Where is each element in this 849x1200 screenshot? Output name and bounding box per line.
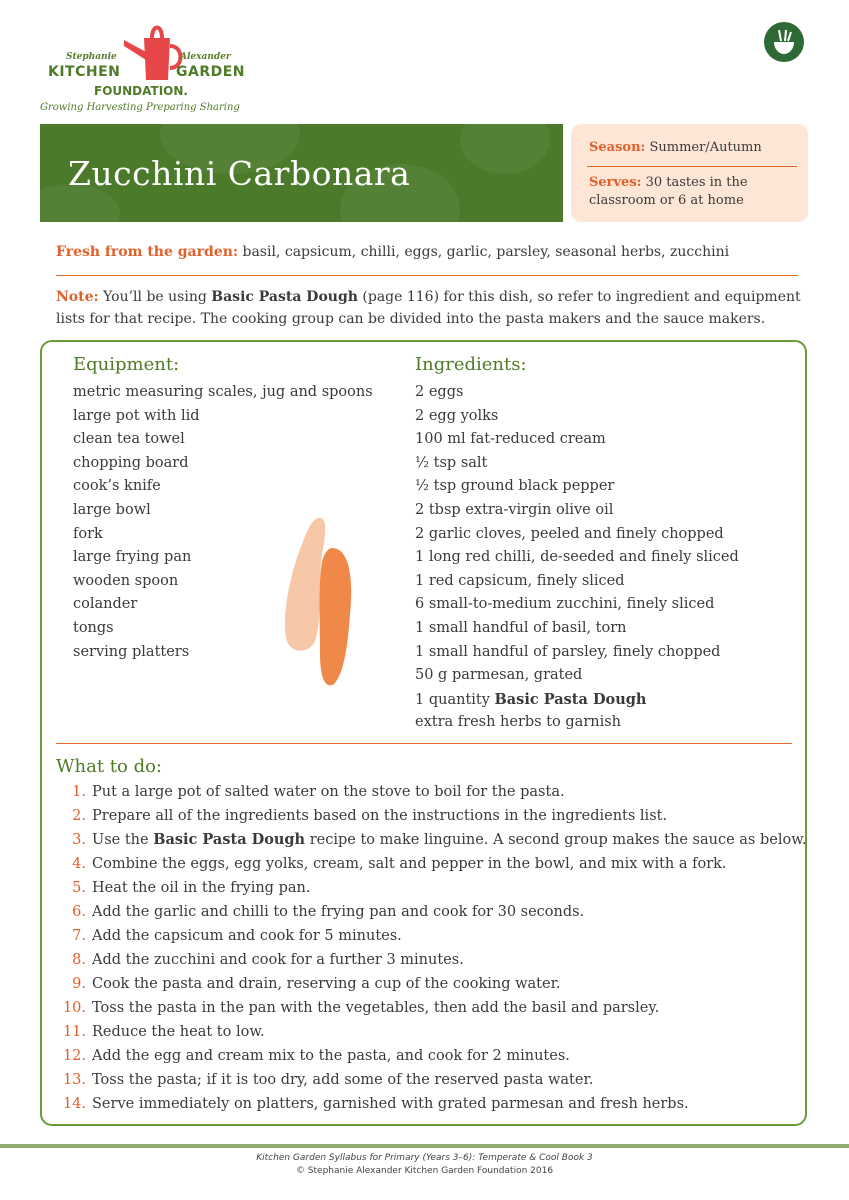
list-item: ½ tsp ground black pepper [415,478,615,495]
foundation-logo [40,18,260,118]
logo-text: FOUNDATION. [94,84,188,98]
step-item: 12. Add the egg and cream mix to the pasta, and cook for 2 minutes. [62,1048,570,1064]
list-item: 6 small-to-medium zucchini, finely sliced [415,596,715,613]
list-item: serving platters [73,643,190,660]
footer-rule [0,1144,849,1148]
zucchini-illustration [280,514,360,690]
logo-tagline: Growing Harvesting Preparing Sharing [40,102,240,113]
list-item: tongs [73,619,114,636]
list-item: 2 eggs [415,384,464,400]
logo-text: Alexander [180,52,231,62]
list-item: colander [73,596,138,613]
fresh-from-garden: Fresh from the garden: basil, capsicum, chilli, eggs, garlic, parsley, seasonal herbs, zucchini [56,244,730,260]
step-item: 4. Combine the eggs, egg yolks, cream, salt and pepper in the bowl, and mix with a fork. [72,856,727,872]
list-item: 2 garlic cloves, peeled and finely chopped [415,525,724,542]
step-item: 9. Cook the pasta and drain, reserving a cup of the cooking water. [72,976,561,992]
list-item: metric measuring scales, jug and spoons [73,384,373,400]
step-item: 11. Reduce the heat to low. [62,1024,265,1040]
divider [56,743,792,744]
step-item: 14. Serve immediately on platters, garnished with grated parmesan and fresh herbs. [62,1096,689,1112]
list-item: 1 small handful of basil, torn [415,619,627,636]
ingredients-heading: Ingredients: [415,354,527,375]
ingredients-list [415,381,739,735]
season-serves-box [571,124,808,222]
serves-row: Serves: 30 tastes in the classroom or 6 at home [589,175,748,208]
method-steps [54,780,807,1116]
list-item: 50 g parmesan, grated [415,667,583,684]
list-item: extra fresh herbs to garnish [415,714,622,731]
equipment-heading: Equipment: [73,354,180,375]
list-item: large bowl [73,501,151,518]
list-item: chopping board [73,454,189,471]
step-item: 6. Add the garlic and chilli to the frying pan and cook for 30 seconds. [72,904,585,920]
step-item: 8. Add the zucchini and cook for a further 3 minutes. [72,952,464,968]
logo-text: GARDEN [176,64,246,80]
list-item: 1 quantity Basic Pasta Dough [415,690,647,708]
page-footer: Kitchen Garden Syllabus for Primary (Years 3–6): Temperate & Cool Book 3 © Stephanie Alexander Kitchen Garden Foundation 2016 [256,1153,593,1176]
list-item: 2 tbsp extra-virgin olive oil [415,501,614,518]
step-item: 10. Toss the pasta in the pan with the vegetables, then add the basil and parsley. [62,1000,660,1016]
list-item: wooden spoon [73,572,179,589]
list-item: fork [73,525,103,542]
step-item: 5. Heat the oil in the frying pan. [72,880,311,896]
list-item: 2 egg yolks [415,407,499,424]
list-item: 1 red capsicum, finely sliced [415,572,625,589]
logo-text: Stephanie [66,52,117,62]
list-item: clean tea towel [73,431,185,448]
title-banner [40,124,563,222]
logo-text: KITCHEN [48,64,121,80]
list-item: large pot with lid [73,407,200,424]
recipe-note: Note: You’ll be using Basic Pasta Dough (page 116) for this dish, so refer to ingredient and equipment lists for that recipe. The cooking group can be divided into the pasta makers and the sauce makers. [56,289,801,327]
season-row: Season: Summer/Autumn [589,140,762,155]
list-item: 1 long red chilli, de-seeded and finely sliced [415,549,739,566]
divider [587,166,797,167]
step-item: 1. Put a large pot of salted water on the stove to boil for the pasta. [72,784,565,800]
list-item: ½ tsp salt [415,454,488,471]
step-item: 2. Prepare all of the ingredients based on the instructions in the ingredients list. [72,808,668,824]
list-item: large frying pan [73,549,192,566]
step-item: 7. Add the capsicum and cook for 5 minutes. [72,928,402,944]
list-item: cook’s knife [73,478,161,495]
bowl-badge-icon [764,22,804,62]
list-item: 1 small handful of parsley, finely chopped [415,643,721,660]
divider [56,275,798,276]
list-item: 100 ml fat-reduced cream [415,431,606,448]
step-item: 13. Toss the pasta; if it is too dry, add some of the reserved pasta water. [62,1072,594,1088]
method-heading: What to do: [56,756,162,777]
step-item: 3. Use the Basic Pasta Dough recipe to make linguine. A second group makes the sauce as below. [72,831,807,848]
recipe-title: Zucchini Carbonara [68,154,411,193]
